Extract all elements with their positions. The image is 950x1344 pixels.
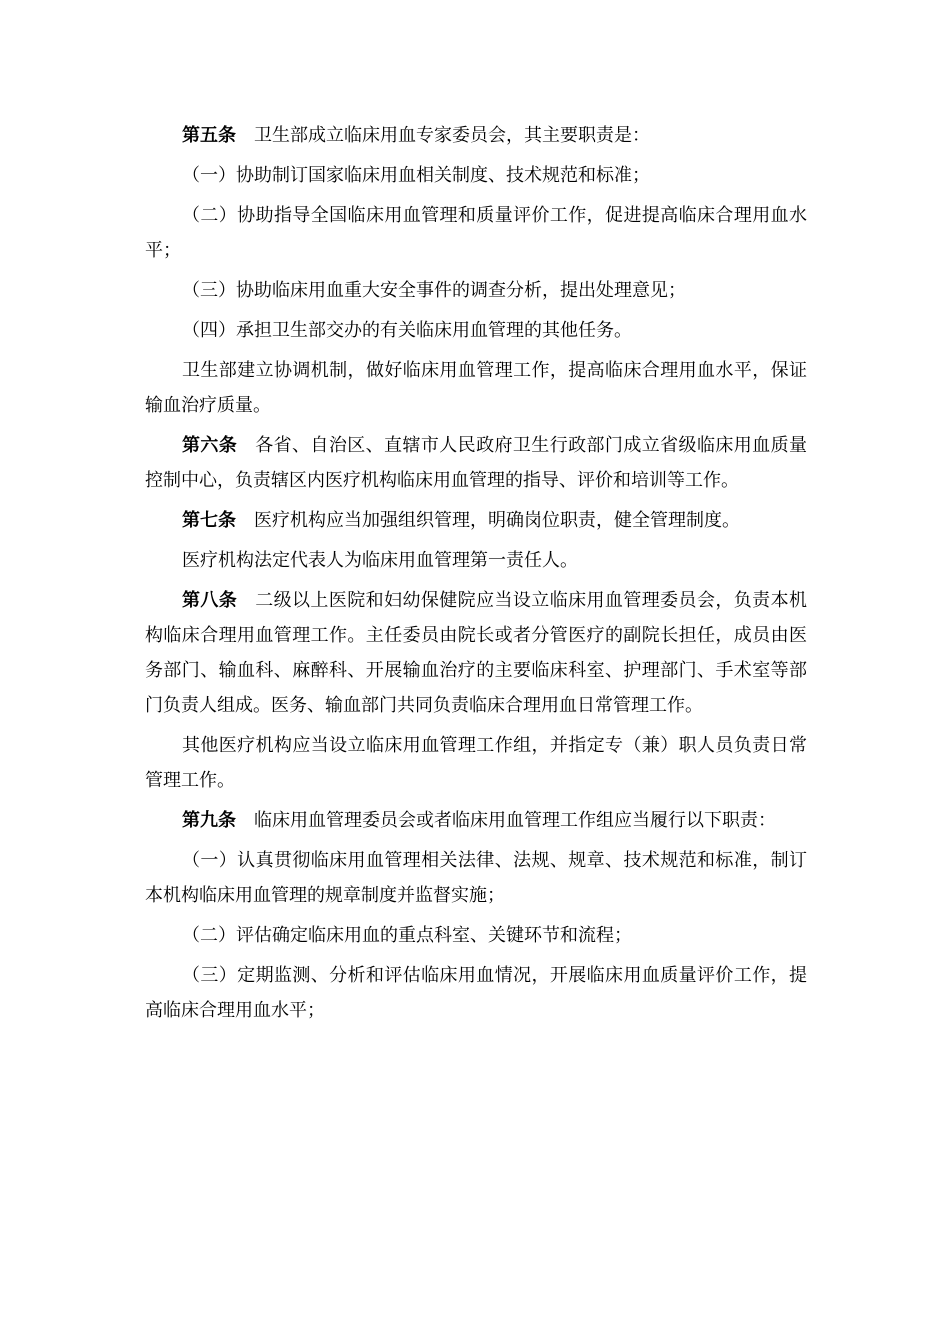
paragraph-text: （一）协助制订国家临床用血相关制度、技术规范和标准； <box>182 165 650 186</box>
article-number: 第五条 <box>182 125 236 146</box>
paragraph-text: （二）评估确定临床用血的重点科室、关键环节和流程； <box>182 925 632 946</box>
article-number: 第八条 <box>182 590 238 611</box>
paragraph-text: （二）协助指导全国临床用血管理和质量评价工作，促进提高临床合理用血水平； <box>145 205 807 261</box>
paragraph-item <box>145 198 807 268</box>
paragraph-item <box>145 158 807 193</box>
paragraph-text: （一）认真贯彻临床用血管理相关法律、法规、规章、技术规范和标准，制订本机构临床用血管理的规章制度并监督实施； <box>145 850 807 906</box>
paragraph-item <box>145 918 807 953</box>
paragraph <box>145 353 807 423</box>
paragraph-item <box>145 958 807 1028</box>
paragraph-article-5 <box>145 118 807 153</box>
paragraph <box>145 543 807 578</box>
paragraph-text: 医疗机构应当加强组织管理，明确岗位职责，健全管理制度。 <box>254 510 740 531</box>
paragraph-article-8 <box>145 583 807 723</box>
paragraph-text: 临床用血管理委员会或者临床用血管理工作组应当履行以下职责： <box>254 810 776 831</box>
paragraph-text: 卫生部建立协调机制，做好临床用血管理工作，提高临床合理用血水平，保证输血治疗质量。 <box>145 360 807 416</box>
paragraph-text: 各省、自治区、直辖市人民政府卫生行政部门成立省级临床用血质量控制中心，负责辖区内医疗机构临床用血管理的指导、评价和培训等工作。 <box>145 435 807 491</box>
article-number: 第七条 <box>182 510 236 531</box>
paragraph-article-7 <box>145 503 807 538</box>
paragraph-item <box>145 313 807 348</box>
paragraph-text: （三）协助临床用血重大安全事件的调查分析，提出处理意见； <box>182 280 686 301</box>
paragraph-article-9 <box>145 803 807 838</box>
paragraph-item <box>145 273 807 308</box>
paragraph-text: 医疗机构法定代表人为临床用血管理第一责任人。 <box>182 550 578 571</box>
article-number: 第九条 <box>182 810 236 831</box>
paragraph-text: 其他医疗机构应当设立临床用血管理工作组，并指定专（兼）职人员负责日常管理工作。 <box>145 735 807 791</box>
paragraph-text: （四）承担卫生部交办的有关临床用血管理的其他任务。 <box>182 320 632 341</box>
paragraph-text: （三）定期监测、分析和评估临床用血情况，开展临床用血质量评价工作，提高临床合理用血水平； <box>145 965 807 1021</box>
paragraph-article-6 <box>145 428 807 498</box>
paragraph-text: 二级以上医院和妇幼保健院应当设立临床用血管理委员会，负责本机构临床合理用血管理工作。主任委员由院长或者分管医疗的副院长担任，成员由医务部门、输血科、麻醉科、开展输血治疗的主要临床科室、护理部门、手术室等部门负责人组成。医务、输血部门共同负责临床合理用血日常管理工作。 <box>145 590 807 716</box>
paragraph-item <box>145 843 807 913</box>
paragraph-text: 卫生部成立临床用血专家委员会，其主要职责是： <box>254 125 650 146</box>
article-number: 第六条 <box>182 435 238 456</box>
regulation-body <box>145 118 807 1033</box>
paragraph <box>145 728 807 798</box>
